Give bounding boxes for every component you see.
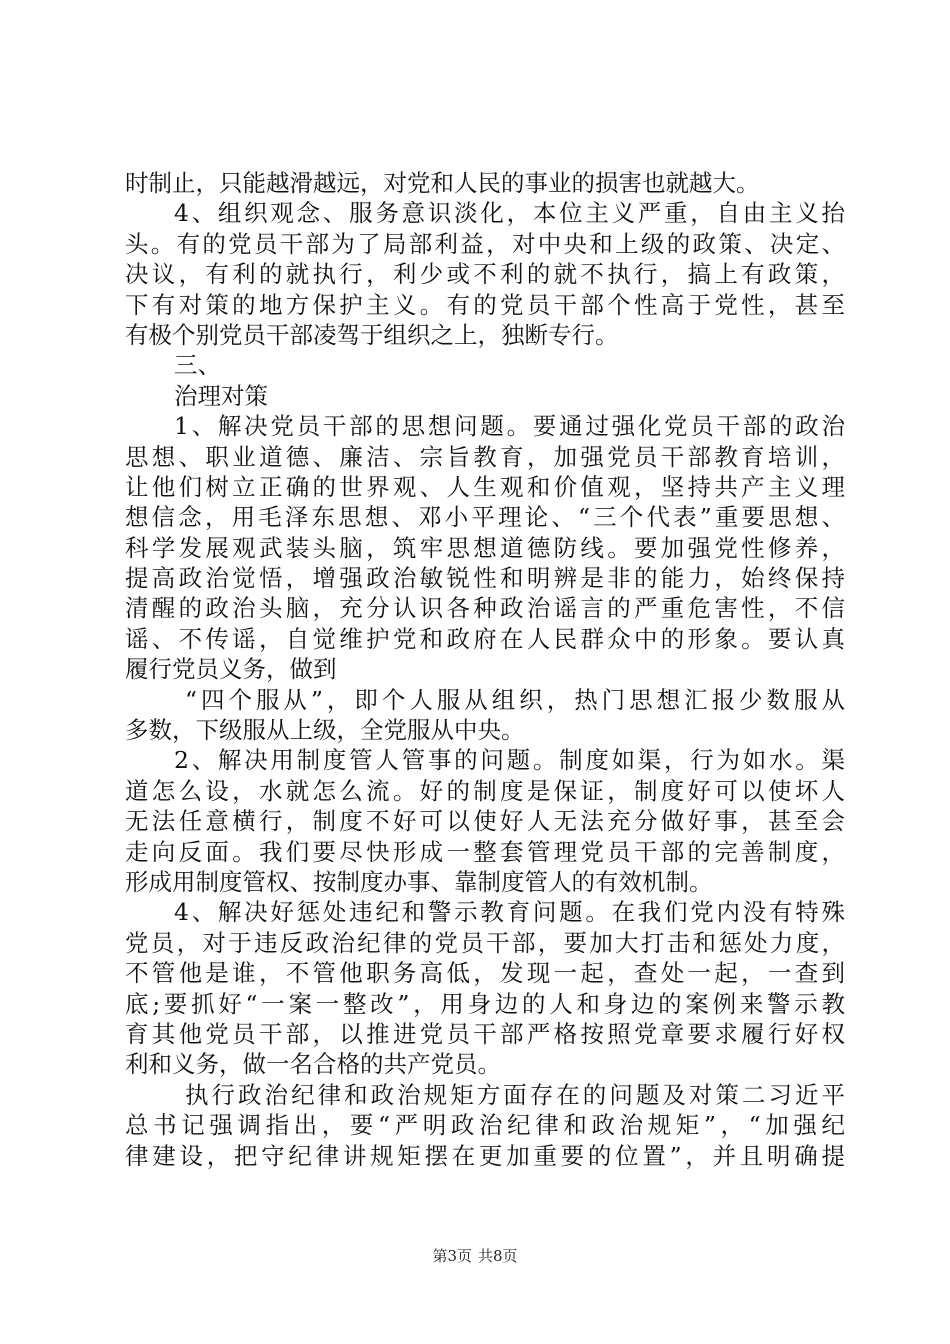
text-line: 谣、不传谣，自觉维护党和政府在人民群众中的形象。要认真: [125, 624, 845, 653]
text-line: 时制止，只能越滑越远，对党和人民的事业的损害也就越大。: [125, 169, 760, 197]
text-line: 履行党员义务，做到: [125, 655, 337, 684]
text-line: 4、解决好惩处违纪和警示教育问题。在我们党内没有特殊: [174, 898, 845, 927]
text-line: 不管他是谁，不管他职务高低，发现一起，查处一起，一查到: [125, 959, 845, 988]
text-line: 形成用制度管权、按制度办事、靠制度管人的有效机制。: [125, 867, 713, 896]
page-footer: [0, 1245, 950, 1266]
text-line: 下有对策的地方保护主义。有的党员干部个性高于党性，甚至: [125, 290, 845, 319]
text-line: 1、解决党员干部的思想问题。要通过强化党员干部的政治: [174, 412, 845, 441]
page-number-total: 共8页: [478, 1247, 518, 1265]
text-line: 头。有的党员干部为了局部利益，对中央和上级的政策、决定、: [125, 229, 845, 258]
text-line: 想信念，用毛泽东思想、邓小平理论、“三个代表”重要思想、: [125, 503, 845, 532]
text-line: 道怎么设，水就怎么流。好的制度是保证，制度好可以使坏人: [125, 776, 845, 805]
text-line: 无法任意横行，制度不好可以使好人无法充分做好事，甚至会: [125, 807, 845, 836]
text-line: 让他们树立正确的世界观、人生观和价值观，坚持共产主义理: [125, 472, 845, 501]
text-line: 清醒的政治头脑，充分认识各种政治谣言的严重危害性，不信: [125, 594, 845, 623]
text-line: 走向反面。我们要尽快形成一整套管理党员干部的完善制度，: [125, 837, 845, 866]
text-line: 育其他党员干部，以推进党员干部严格按照党章要求履行好权: [125, 1019, 845, 1048]
text-line: 治理对策: [174, 381, 268, 410]
text-line: 执行政治纪律和政治规矩方面存在的问题及对策二习近平: [185, 1080, 845, 1109]
text-line: 总书记强调指出，要“严明政治纪律和政治规矩”，“加强纪: [125, 1111, 845, 1140]
text-line: “四个服从”，即个人服从组织，热门思想汇报少数服从: [185, 685, 845, 714]
text-line: 4、组织观念、服务意识淡化，本位主义严重，自由主义抬: [174, 199, 845, 228]
page-number-current: 第3页: [432, 1247, 472, 1265]
document-body: [125, 168, 845, 1171]
text-line: 决议，有利的就执行，利少或不利的就不执行，搞上有政策，: [125, 260, 845, 289]
text-line: 思想、职业道德、廉洁、宗旨教育，加强党员干部教育培训，: [125, 442, 845, 471]
text-line: 多数，下级服从上级，全党服从中央。: [125, 716, 525, 745]
text-line: 2、解决用制度管人管事的问题。制度如渠，行为如水。渠: [174, 746, 845, 775]
text-line: 利和义务，做一名合格的共产党员。: [125, 1050, 501, 1079]
text-line: 三、: [174, 351, 221, 380]
text-line: 律建设，把守纪律讲规矩摆在更加重要的位置”，并且明确提: [125, 1141, 845, 1170]
text-line: 底;要抓好“一案一整改”，用身边的人和身边的案例来警示教: [125, 989, 845, 1018]
text-line: 科学发展观武装头脑，筑牢思想道德防线。要加强党性修养，: [125, 533, 845, 562]
text-line: 有极个别党员干部凌驾于组织之上，独断专行。: [125, 320, 619, 349]
text-line: 党员，对于违反政治纪律的党员干部，要加大打击和惩处力度，: [125, 928, 845, 957]
text-line: 提高政治觉悟，增强政治敏锐性和明辨是非的能力，始终保持: [125, 564, 845, 593]
